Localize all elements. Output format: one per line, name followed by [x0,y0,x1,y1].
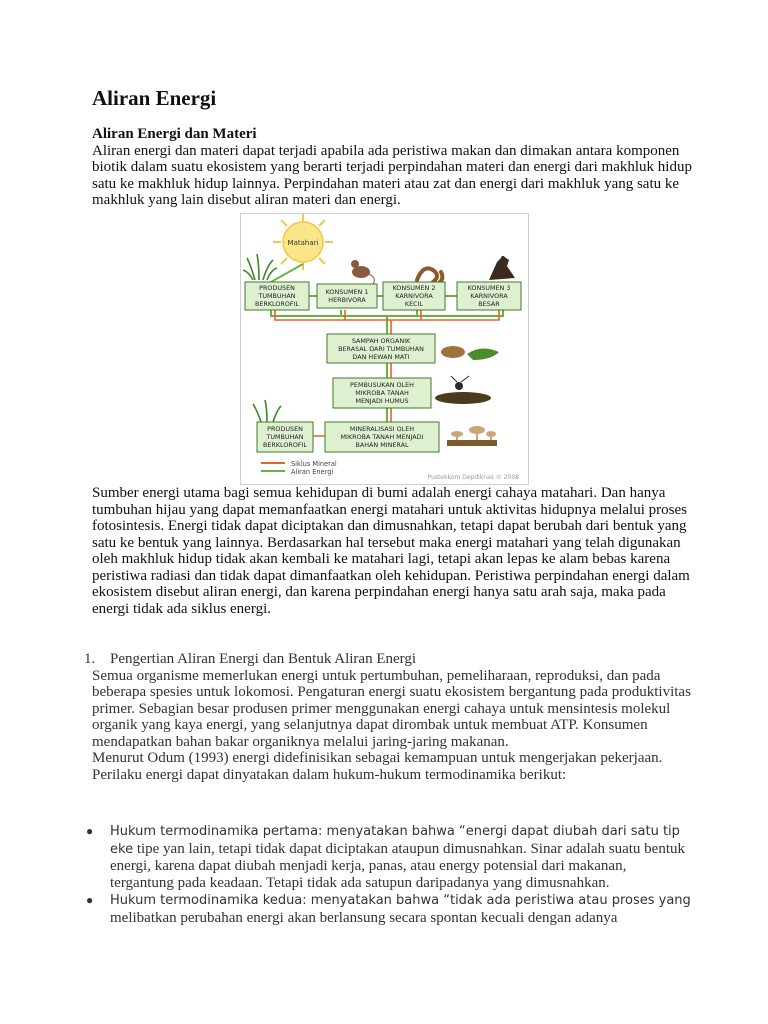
section-energy-matter [92,126,692,209]
diagram-credit: Pustekkom Depdiknas © 2008 [427,474,519,481]
box-waste-line2: BERASAL DARI TUMBUHAN [338,345,424,353]
bullet-dot-icon: ● [86,893,94,907]
energy-source-paragraph: Sumber energi utama bagi semua kehidupan di bumi adalah energi cahaya matahari. Dan hanya tumbuhan hijau yang dapat memanfaatkan energi matahari untuk aktivitas hidupnya melalui proses fotosintesis. Energi tidak dapat diciptakan dan dimusnahkan, tetapi dapat berubah dari bentuk yang satu ke bentuk yang lainnya. Berdasarkan hal tersebut maka energi matahari yang telah digunakan oleh makhluk hidup tidak akan kembali ke matahari lagi, tetapi akan lepas ke alam bebas karena peristiwa radiasi dan tidak dapat dimanfaatkan oleh kehidupan. Peristiwa perpindahan energi dalam ekosistem disebut aliran energi, dan karena perpindahan energi hanya satu arah saja, maka pada energi tidak ada siklus energi. [92,485,690,617]
thermodynamics-bullets [86,823,692,927]
organic-debris-icon [441,346,499,360]
sun-label: Matahari [287,239,319,247]
box-consumer2-line1: KONSUMEN 2 [392,284,436,292]
bullet-first-law-text: tipe yan lain, tetapi tidak dapat diciptakan ataupun dimusnahkan. Sinar adalah suatu bentuk energi, karena dapat diubah menjadi kerja, panas, atau energy potensial dari makanan, tergantung pada keadaan. Tetapi tidak ada satupun daripadanya yang dimusnahkan. [110,840,685,891]
bullet-second-law-lead: Hukum termodinamika kedua: menyatakan bahwa “tidak ada peristiwa atau proses yang [110,893,691,908]
box-consumer3-line2: KARNIVORA [470,292,508,300]
list-item-text-1: Semua organisme memerlukan energi untuk pertumbuhan, pemeliharaan, reproduksi, dan pada beberapa spesies untuk lokomosi. Pengaturan energi suatu ekosistem bergantung pada produktivitas primer. Sebagian besar produsen primer menggunakan energi cahaya untuk mensintesis molekul organik yang kaya energi, yang selanjutnya dapat dirombak untuk membuat ATP. Konsumen mendapatkan bahan bakar organiknya melalui jaring-jaring makanan. [92,667,691,750]
box-waste-line1: SAMPAH ORGANIK [351,337,411,345]
box-producer-bottom-line3: BERKLOROFIL [262,441,308,449]
box-consumer1-line2: HERBIVORA [328,296,366,304]
bullet-first-law [86,823,692,891]
section-intro-text: Aliran energi dan materi dapat terjadi apabila ada peristiwa makan dan dimakan antara komponen biotik dalam suatu ekosistem yang berarti terjadi perpindahan materi dan energi dari makhluk hidup satu ke makhluk hidup lainnya. Perpindahan materi atau zat dan energi dari makhluk yang satu ke makhluk yang lain disebut aliran materi dan energi. [92,142,692,208]
humus-icon [435,376,491,404]
box-decomp-line1: PEMBUSUKAN OLEH [350,381,414,389]
page-title: Aliran Energi [92,86,217,110]
box-mineral-line3: BAHAN MINERAL [355,441,409,449]
mouse-icon [351,260,374,284]
legend-mineral-label: Siklus Mineral [291,460,337,468]
section-heading: Aliran Energi dan Materi [92,126,257,142]
box-consumer3-line3: BESAR [478,300,500,308]
grass-icon-top [243,254,277,280]
grass-icon-bottom [253,400,281,422]
box-consumer3-line1: KONSUMEN 3 [467,284,511,292]
box-waste-line3: DAN HEWAN MATI [352,353,410,361]
legend [261,460,337,476]
bullet-second-law [86,892,692,926]
box-producer-bottom-line2: TUMBUHAN [266,433,304,441]
diagram-canvas [241,214,528,484]
box-consumer1-line1: KONSUMEN 1 [325,288,369,296]
box-mineral-line2: MIKROBA TANAH MENJADI [340,433,424,441]
bullet-second-law-text: melibatkan perubahan energi akan berlansung secara spontan kecuali dengan adanya [110,909,618,926]
list-item-text-2: Menurut Odum (1993) energi didefinisikan sebagai kemampuan untuk mengerjakan pekerjaan. Perilaku energi dapat dinyatakan dalam hukum-hukum termodinamika berikut: [92,750,663,783]
mushroom-icon [447,426,497,446]
box-producer-top-line3: BERKLOROFIL [254,300,300,308]
eagle-icon [489,256,515,280]
energy-flow-diagram [240,213,529,485]
box-mineral-line1: MINERALISASI OLEH [349,425,415,433]
box-decomp-line3: MENJADI HUMUS [355,397,409,405]
box-decomp-line2: MIKROBA TANAH [355,389,409,397]
list-number: 1. [84,651,96,667]
list-item-title: Pengertian Aliran Energi dan Bentuk Aliran Energi [110,651,417,667]
bullet-dot-icon: ● [86,824,94,838]
box-producer-bottom-line1: PRODUSEN [267,425,303,433]
box-consumer2-line2: KARNIVORA [395,292,433,300]
numbered-list-item [78,651,698,783]
box-producer-top-line2: TUMBUHAN [258,292,296,300]
bullet-first-law-lead: Hukum termodinamika pertama: menyatakan bahwa “energi dapat diubah dari satu tip eke [110,824,680,857]
box-producer-top-line1: PRODUSEN [259,284,295,292]
legend-energy-label: Aliran Energi [291,468,334,476]
box-consumer2-line3: KECIL [404,300,424,308]
